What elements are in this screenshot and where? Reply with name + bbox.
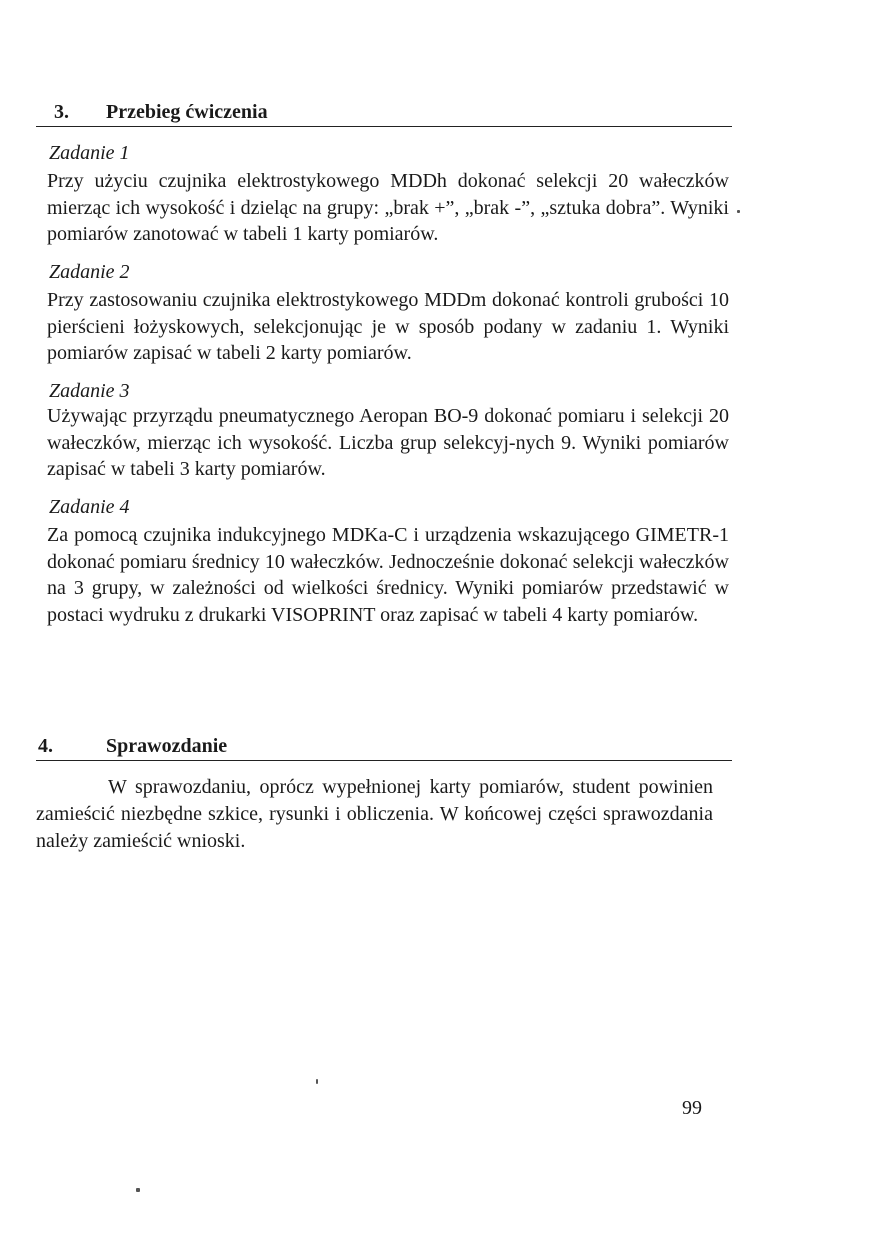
task-1-text: Przy użyciu czujnika elektrostykowego MDDh dokonać selekcji 20 wałeczków mierząc ich wysokość i dzieląc na grupy: „brak +”, „brak -”, „sztuka dobra”. Wyniki pomiarów zanotować w tabeli 1 karty pomiarów.	[47, 170, 729, 245]
scan-speck	[316, 1079, 318, 1084]
section-3-heading	[36, 99, 732, 127]
task-4-label: Zadanie 4	[49, 496, 130, 518]
scan-speck	[737, 210, 740, 213]
section-4-heading	[36, 733, 732, 761]
page-number: 99	[682, 1097, 702, 1119]
task-3-text: Używając przyrządu pneumatycznego Aeropan BO-9 dokonać pomiaru i selekcji 20 wałeczków, mierząc ich wysokość. Liczba grup selekcyj-nych 9. Wyniki pomiarów zapisać w tabeli 3 karty pomiarów.	[47, 405, 729, 480]
task-1-label: Zadanie 1	[49, 142, 130, 164]
task-2-label: Zadanie 2	[49, 261, 130, 283]
section-3-number: 3.	[54, 101, 69, 123]
scan-speck	[136, 1188, 140, 1192]
task-4-text: Za pomocą czujnika indukcyjnego MDKa-C i urządzenia wskazującego GIMETR-1 dokonać pomiaru średnicy 10 wałeczków. Jednocześnie dokonać selekcji wałeczków na 3 grupy, w zależności od wielkości średnicy. Wyniki pomiarów przedstawić w postaci wydruku z drukarki VISOPRINT oraz zapisać w tabeli 4 karty pomiarów.	[47, 524, 729, 626]
report-text: W sprawozdaniu, oprócz wypełnionej karty pomiarów, student powinien zamieścić niezbędne szkice, rysunki i obliczenia. W końcowej części sprawozdania należy zamieścić wnioski.	[36, 776, 713, 852]
task-2-text: Przy zastosowaniu czujnika elektrostykowego MDDm dokonać kontroli grubości 10 pierścieni łożyskowych, selekcjonując je w sposób podany w zadaniu 1. Wyniki pomiarów zapisać w tabeli 2 karty pomiarów.	[47, 289, 729, 364]
section-3-title: Przebieg ćwiczenia	[106, 101, 268, 123]
task-3-label: Zadanie 3	[49, 380, 130, 402]
section-4-title: Sprawozdanie	[106, 735, 228, 757]
section-4-number: 4.	[38, 735, 53, 757]
